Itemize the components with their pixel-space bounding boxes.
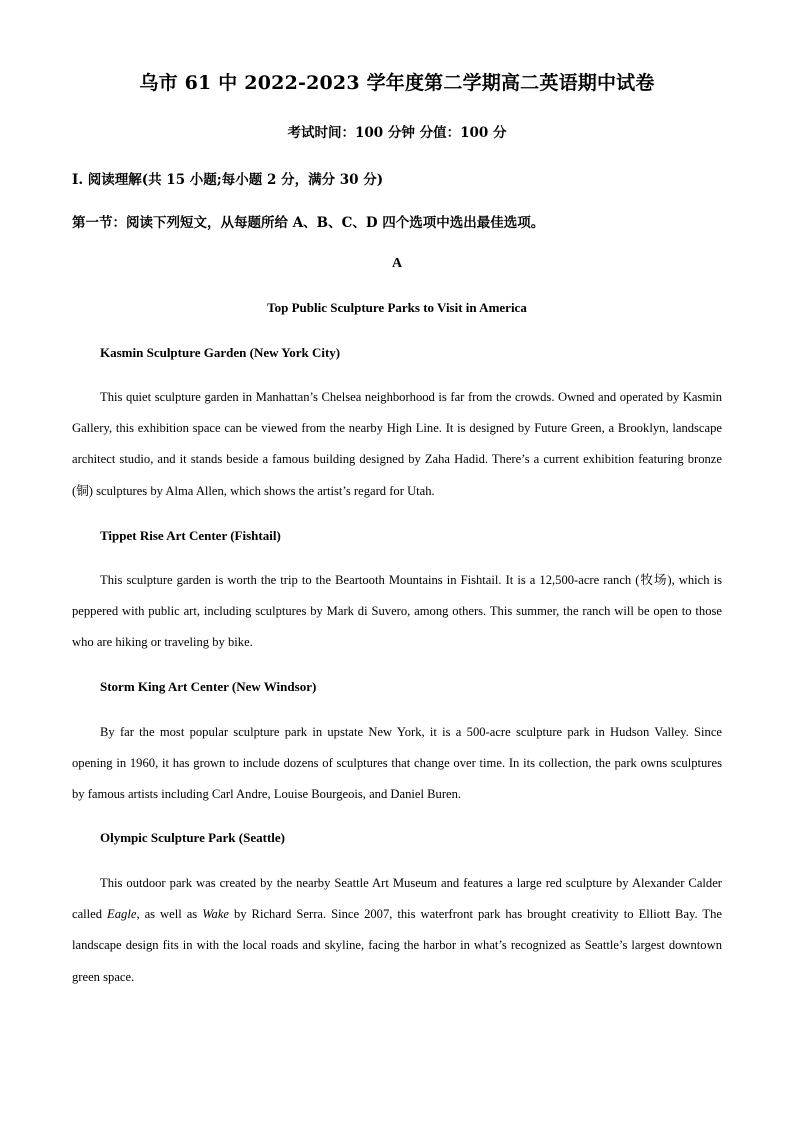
section-one-instructions: 第一节：阅读下列短文，从每题所给 A、B、C、D 四个选项中选出最佳选项。 bbox=[72, 215, 545, 231]
exam-title: 乌市 61 中 2022-2023 学年度第二学期高二英语期中试卷 bbox=[139, 72, 655, 94]
passage-letter: A bbox=[391, 256, 403, 271]
park-heading-storm-king: Storm King Art Center (New Windsor) bbox=[100, 679, 317, 694]
exam-time-and-score: 考试时间：100 分钟 分值：100 分 bbox=[287, 125, 507, 141]
olympic-text-part-3: by Richard Serra. Since 2007, this waterfront park has brought creativity to Elliott Bay. The landscape design fits in with the local roads and skyline, facing the harbor in what’s recognized as Seattle’s largest downtown green space. bbox=[72, 907, 722, 984]
exam-page bbox=[72, 0, 722, 1123]
artwork-title-eagle: Eagle bbox=[107, 907, 137, 922]
park-heading-tippet-rise: Tippet Rise Art Center (Fishtail) bbox=[100, 528, 281, 543]
artwork-title-wake: Wake bbox=[202, 907, 229, 922]
park-paragraph-tippet-rise: This sculpture garden is worth the trip to the Beartooth Mountains in Fishtail. It is a 12,500-acre ranch (牧场), which is peppered with public art, including sculptures by Mark di Suvero, among others. This summer, the ranch will be open to those who are hiking or traveling by bike. bbox=[72, 573, 722, 650]
park-paragraph-olympic bbox=[72, 868, 722, 993]
park-paragraph-kasmin: This quiet sculpture garden in Manhattan’s Chelsea neighborhood is far from the crowds. Owned and operated by Kasmin Gallery, this exhibition space can be viewed from the nearby High Line. It is designed by Future Green, a Brooklyn, landscape architect studio, and it stands beside a famous building designed by Zaha Hadid. There’s a current exhibition featuring bronze (铜) sculptures by Alma Allen, which shows the artist’s regard for Utah. bbox=[72, 390, 722, 498]
park-heading-olympic: Olympic Sculpture Park (Seattle) bbox=[100, 830, 285, 845]
olympic-text-part-1: This outdoor park was created by the nearby Seattle Art Museum and features a large red sculpture by Alexander Calder called bbox=[72, 876, 722, 922]
park-paragraph-storm-king: By far the most popular sculpture park in upstate New York, it is a 500-acre sculpture park in Hudson Valley. Since opening in 1960, it has grown to include dozens of sculptures that change over time. In its collection, the park owns sculptures by famous artists including Carl Andre, Louise Bourgeois, and Daniel Buren. bbox=[72, 725, 722, 802]
olympic-text-part-2: , as well as bbox=[136, 907, 203, 922]
park-heading-kasmin: Kasmin Sculpture Garden (New York City) bbox=[100, 345, 341, 360]
part-one-heading: I. 阅读理解(共 15 小题;每小题 2 分，满分 30 分) bbox=[72, 172, 384, 188]
passage-title: Top Public Sculpture Parks to Visit in America bbox=[267, 300, 527, 315]
